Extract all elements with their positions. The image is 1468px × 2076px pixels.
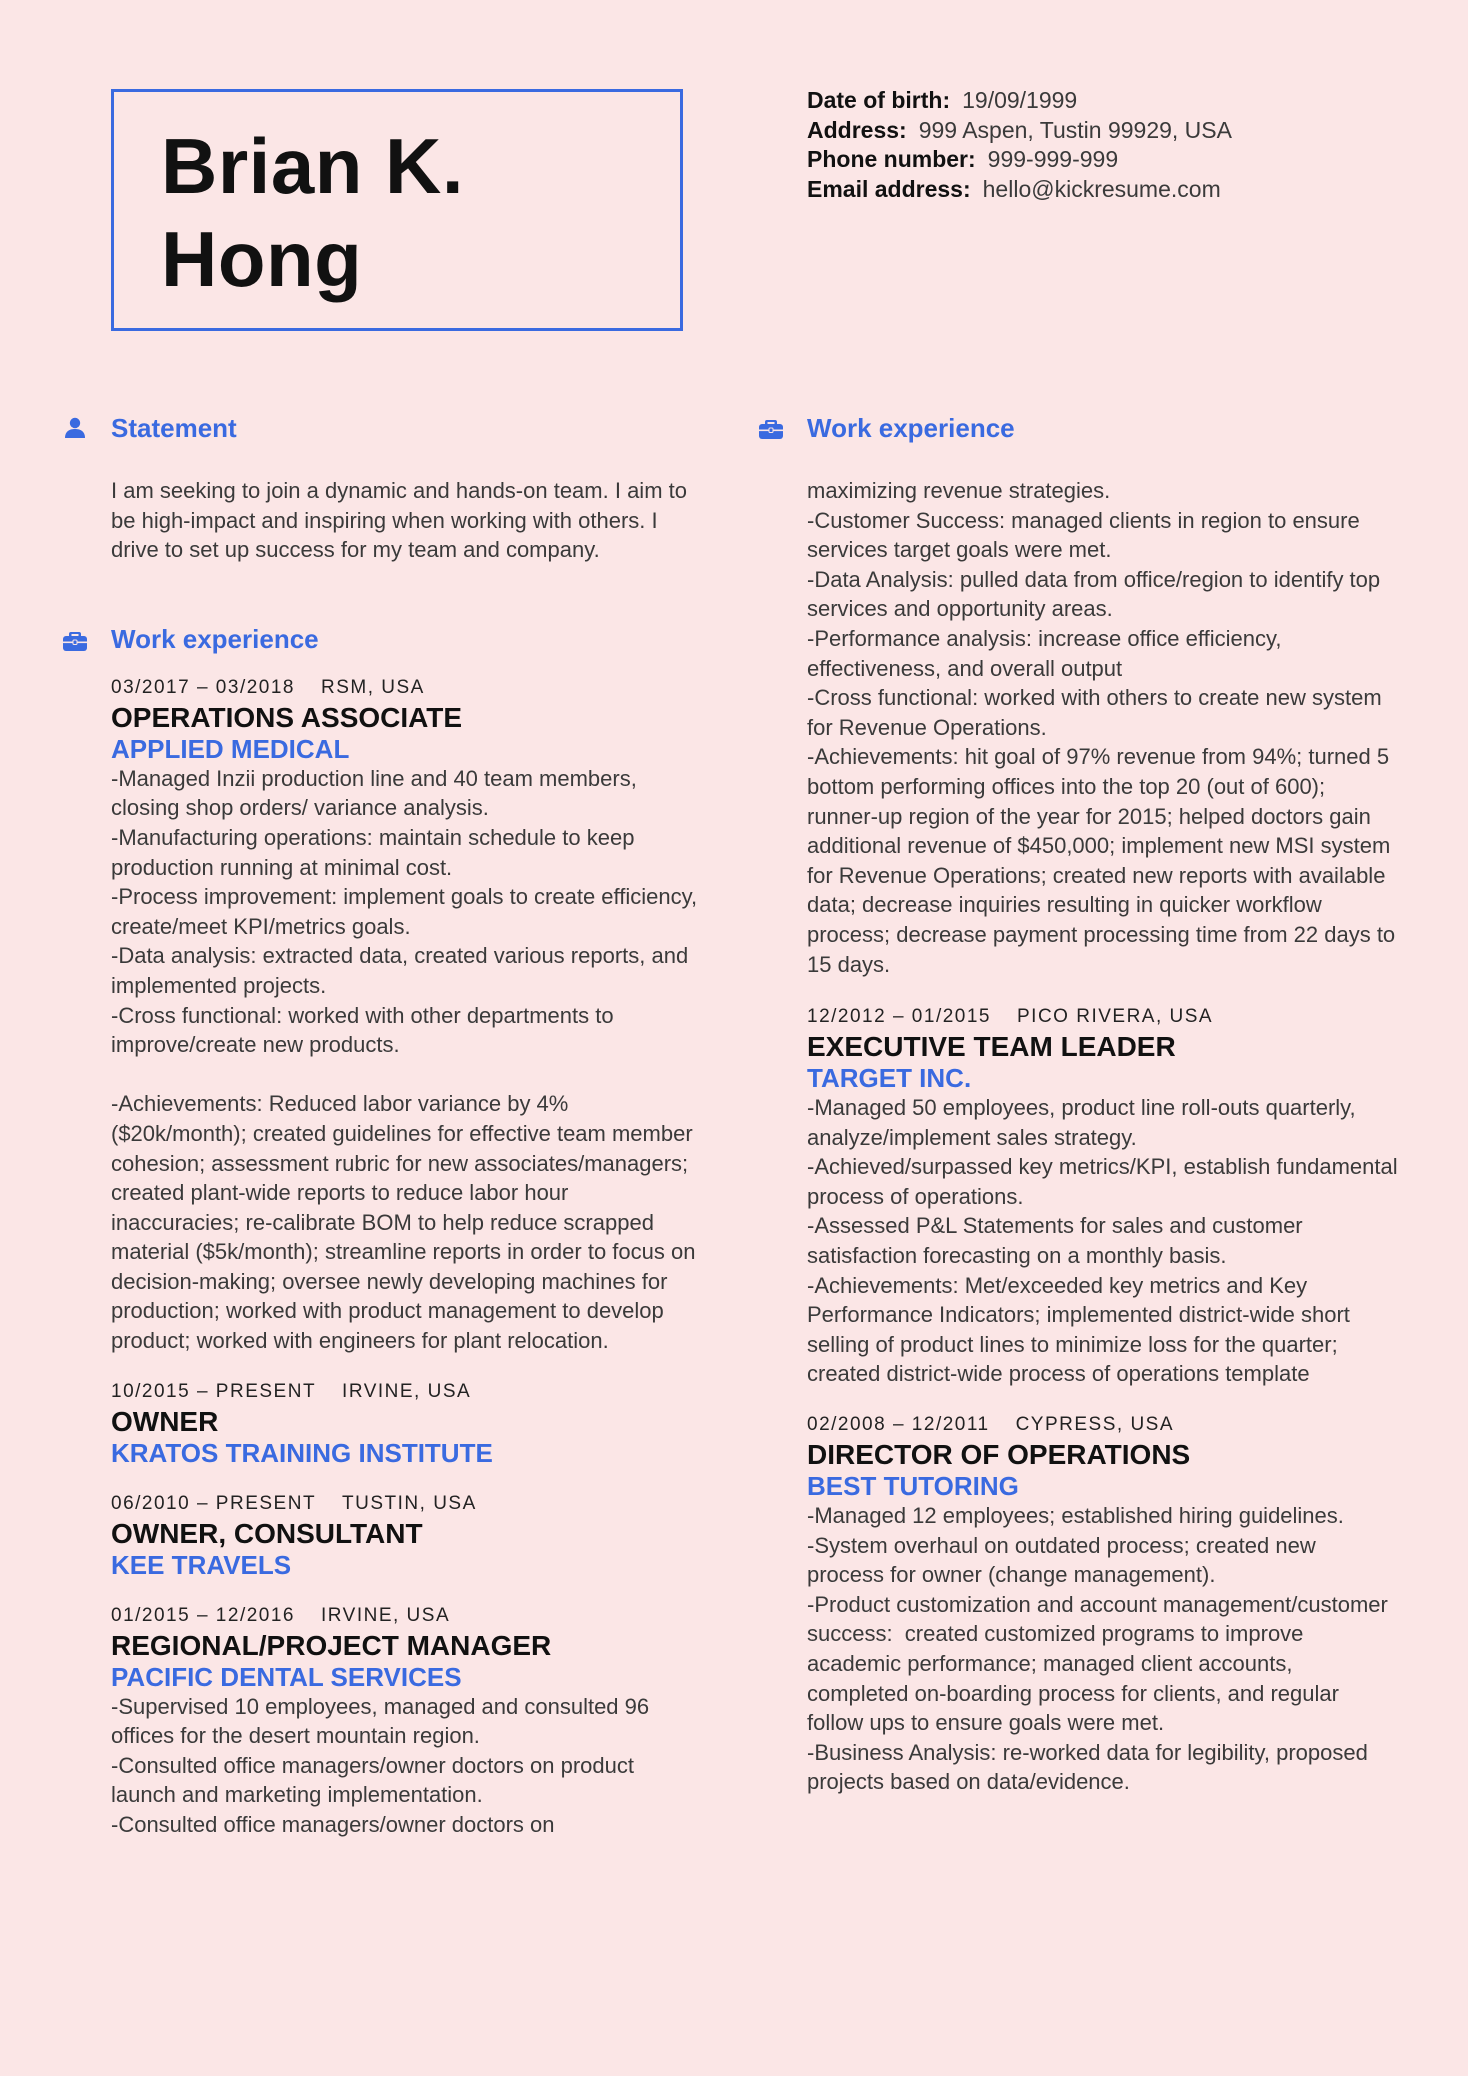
statement-header xyxy=(62,410,702,446)
job-location: PICO RIVERA, USA xyxy=(1017,1006,1214,1028)
job-entry xyxy=(111,676,702,1356)
job-location: IRVINE, USA xyxy=(342,1380,472,1402)
job-entry xyxy=(111,1380,702,1468)
job-title: OPERATIONS ASSOCIATE xyxy=(111,701,463,733)
name-line-2: Hong xyxy=(161,215,363,303)
job-title: DIRECTOR OF OPERATIONS xyxy=(807,1439,1191,1471)
job-company: APPLIED MEDICAL xyxy=(111,733,350,764)
person-icon xyxy=(62,415,88,441)
job-meta xyxy=(111,1380,702,1404)
contact-email xyxy=(807,175,1232,205)
job-entry xyxy=(111,1604,702,1840)
job-dates: 12/2012 – 01/2015 xyxy=(807,1006,991,1028)
work-experience-header-right xyxy=(758,410,1398,446)
job-dates: 10/2015 – PRESENT xyxy=(111,1380,317,1402)
address-label: Address: xyxy=(807,116,907,143)
email-value: hello@kickresume.com xyxy=(982,175,1221,202)
email-label: Email address: xyxy=(807,175,971,202)
dob-value: 19/09/1999 xyxy=(962,87,1078,113)
phone-value: 999-999-999 xyxy=(987,146,1119,172)
job-entry xyxy=(807,1005,1398,1389)
left-column xyxy=(62,410,702,1840)
job-meta xyxy=(807,1413,1398,1437)
statement-title: Statement xyxy=(111,412,237,443)
job-title: OWNER, CONSULTANT xyxy=(111,1517,423,1549)
contact-info xyxy=(807,86,1232,204)
job-dates: 02/2008 – 12/2011 xyxy=(807,1414,990,1436)
job-title: REGIONAL/PROJECT MANAGER xyxy=(111,1629,552,1661)
job-location: RSM, USA xyxy=(321,676,425,698)
job-dates: 06/2010 – PRESENT xyxy=(111,1492,317,1514)
job-description: -Managed Inzii production line and 40 team members, closing shop orders/ variance analysis. -Manufacturing operations: maintain schedule to keep production running at minimal cost. -Process improvement: implement goals to create efficiency, create/meet KPI/metrics goals. -Data analysis: extracted data, created various reports, and implemented projects. -Cross functional: worked with other departments to improve/create new products. -Achievements: Reduced labor variance by 4% ($20k/month); created guidelines for effective team member cohesion; assessment rubric for new associates/managers; created plant-wide reports to reduce labor hour inaccuracies; re-calibrate BOM to help reduce scrapped material ($5k/month); streamline reports in order to focus on decision-making; oversee newly developing machines for production; worked with product management to develop product; worked with engineers for plant relocation. xyxy=(111,765,698,1354)
job-description: -Managed 50 employees, product line roll-outs quarterly, analyze/implement sales strategy. -Achieved/surpassed key metrics/KPI, establish fundamental process of operations. -Assessed P&L Statements for sales and customer satisfaction forecasting on a monthly basis. -Achievements: Met/exceeded key metrics and Key Performance Indicators; implemented district-wide short selling of product lines to minimize loss for the quarter; created district-wide process of operations template xyxy=(807,1095,1398,1387)
phone-label: Phone number: xyxy=(807,146,976,172)
job-location: CYPRESS, USA xyxy=(1015,1414,1175,1436)
job-entry xyxy=(807,1413,1398,1797)
job-meta xyxy=(111,1604,702,1628)
name-line-1: Brian K. xyxy=(161,122,465,210)
job-meta xyxy=(111,1492,702,1516)
work-experience-title-left: Work experience xyxy=(111,624,319,655)
job-entry xyxy=(111,1492,702,1580)
job-company: KRATOS TRAINING INSTITUTE xyxy=(111,1437,493,1468)
job-dates: 03/2017 – 03/2018 xyxy=(111,676,295,698)
briefcase-icon xyxy=(62,627,88,653)
work-experience-header-left xyxy=(62,622,702,658)
job-description: -Managed 12 employees; established hiring guidelines. -System overhaul on outdated process; created new process for owner (change management). -Product customization and account management/customer success: created customized programs to improve academic performance; managed client accounts, completed on-boarding process for clients, and regular follow ups to ensure goals were met. -Business Analysis: re-worked data for legibility, proposed projects based on data/evidence. xyxy=(807,1503,1388,1795)
right-column xyxy=(758,410,1398,1797)
job-location: TUSTIN, USA xyxy=(342,1492,477,1514)
statement-text: I am seeking to join a dynamic and hands-on team. I aim to be high-impact and inspiring when working with others. I drive to set up success for my team and company. xyxy=(111,478,687,563)
job-title: EXECUTIVE TEAM LEADER xyxy=(807,1031,1176,1063)
address-value: 999 Aspen, Tustin 99929, USA xyxy=(918,116,1232,143)
dob-label: Date of birth: xyxy=(807,87,951,113)
contact-phone xyxy=(807,145,1232,175)
job-description-continued: maximizing revenue strategies. -Customer Success: managed clients in region to ensure services target goals were met. -Data Analysis: pulled data from office/region to identify top services and opportunity areas. -Performance analysis: increase office efficiency, effectiveness, and overall output -Cross functional: worked with others to create new system for Revenue Operations. -Achievements: hit goal of 97% revenue from 94%; turned 5 bottom performing offices into the top 20 (out of 600); runner-up region of the year for 2015; helped doctors gain additional revenue of $450,000; implement new MSI system for Revenue Operations; created new reports with available data; decrease inquiries resulting in quicker workflow process; decrease payment processing time from 22 days to 15 days. xyxy=(807,478,1396,977)
job-company: BEST TUTORING xyxy=(807,1471,1019,1502)
job-description: -Supervised 10 employees, managed and consulted 96 offices for the desert mountain region. -Consulted office managers/owner doctors on product launch and marketing implementation. -Consulted office managers/owner doctors on xyxy=(111,1693,650,1838)
job-company: PACIFIC DENTAL SERVICES xyxy=(111,1661,462,1692)
job-company: TARGET INC. xyxy=(807,1063,972,1094)
candidate-name xyxy=(161,120,464,306)
name-box xyxy=(111,89,683,331)
briefcase-icon xyxy=(758,415,784,441)
job-continuation xyxy=(807,476,1398,979)
job-location: IRVINE, USA xyxy=(321,1604,451,1626)
contact-dob xyxy=(807,86,1232,116)
job-meta xyxy=(111,676,702,700)
job-title: OWNER xyxy=(111,1405,219,1437)
job-company: KEE TRAVELS xyxy=(111,1549,292,1580)
contact-address xyxy=(807,116,1232,146)
job-dates: 01/2015 – 12/2016 xyxy=(111,1604,295,1626)
work-experience-title-right: Work experience xyxy=(807,412,1015,443)
job-meta xyxy=(807,1005,1398,1029)
